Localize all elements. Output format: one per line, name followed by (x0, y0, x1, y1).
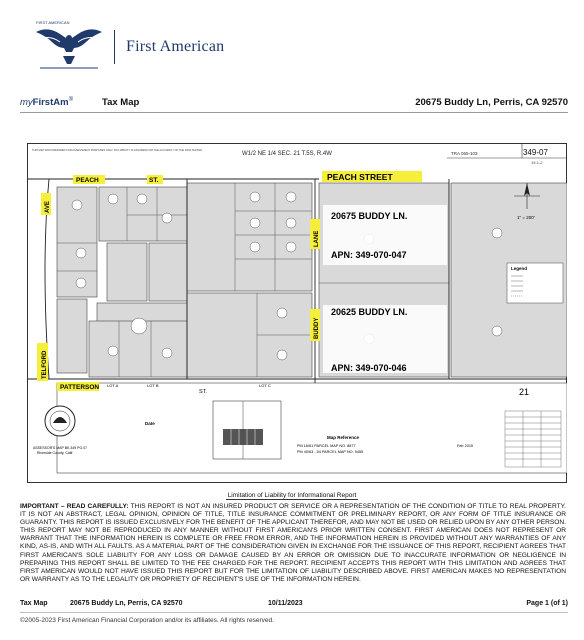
county-name: Riverside County, Calif. (37, 451, 74, 455)
header-divider (20, 112, 568, 113)
eagle-icon (30, 18, 108, 74)
limitation-title (0, 492, 584, 499)
map-reference-1: PM 16/61 PARCEL MAP NO. 8877 (297, 444, 356, 448)
street-buddy: BUDDY (314, 317, 320, 339)
limitation-title-text: Limitation of Liability for Informational Report (227, 492, 357, 499)
map-scale: 1" = 200' (517, 215, 535, 220)
lot-a-label: LOT A (107, 383, 119, 388)
street-ave: AVE (45, 201, 51, 213)
footer-label: Tax Map (20, 600, 48, 607)
street-telford: TELFORD (42, 350, 48, 379)
property-1-apn: APN: 349-070-047 (331, 250, 407, 260)
map-small-note: THIS MAP WAS PREPARED FOR ASSESSMENT PURPOSES ONLY. NO LIABILITY IS ASSUMED FOR THE ACCURACY OF THE DATA SHOWN. (32, 149, 203, 152)
property-1-address: 20675 BUDDY LN. (331, 211, 408, 221)
disclaimer-lead: IMPORTANT – READ CAREFULLY: (20, 503, 129, 510)
myfirstam-name: FirstAm (32, 97, 69, 109)
footer-address: 20675 Buddy Ln, Perris, CA 92570 (70, 600, 183, 607)
report-address: 20675 Buddy Ln, Perris, CA 92570 (415, 97, 568, 108)
myfirstam-brand (20, 97, 73, 108)
map-date-feb: Feb 2015 (457, 444, 474, 448)
map-page-no: 349-07 (523, 148, 548, 157)
street-peach-main: PEACH STREET (327, 172, 393, 182)
map-section-caption: W1/2 NE 1/4 SEC. 21 T.5S, R.4W (242, 151, 332, 157)
county-seal-icon (45, 406, 75, 436)
footer-page: Page 1 (of 1) (526, 600, 568, 607)
map-tra: TRA 065-103 (451, 151, 478, 156)
map-reference-title: Map Reference (327, 435, 360, 440)
street-lane: LANE (314, 230, 320, 247)
tax-map-image (27, 143, 567, 483)
myfirstam-mark: ® (68, 97, 73, 103)
footer-date: 10/11/2023 (268, 600, 303, 607)
lot-b-label: LOT B (147, 383, 159, 388)
map-reference-2: PM 40/63 - 54 PARCEL MAP NO. 9455 (297, 450, 364, 454)
logo-divider (114, 30, 115, 64)
report-title: Tax Map (102, 97, 140, 108)
date-label: Date (145, 421, 155, 426)
disclaimer-body: THIS REPORT IS NOT AN INSURED PRODUCT OR SERVICE OR A REPRESENTATION OF THE CONDITION OF TITLE TO REAL PROPERTY. IT IS NOT AN ABSTRACT, LEGAL OPINION, OPINION OF TITLE, TITLE INSURANCE COMMITMENT OR PRELIMINARY REPORT, OR ANY FORM OF TITLE INSURANCE OR GUARANTY. THIS REPORT IS ISSUED EXCLUSIVELY FOR THE BENEFIT OF THE APPLICANT THEREFOR, AND MAY NOT BE USED OR RELIED UPON BY ANY OTHER PERSON. THIS REPORT MAY NOT BE REPRODUCED IN ANY MANNER WITHOUT FIRST AMERICAN'S PRIOR WRITTEN CONSENT. FIRST AMERICAN DOES NOT REPRESENT OR WARRANT THAT THE INFORMATION HEREIN IS COMPLETE OR FREE FROM ERROR, AND THE INFORMATION HEREIN IS PROVIDED WITHOUT ANY WARRANTIES OF ANY KIND, AS-IS, AND WITH ALL FAULTS. AS A MATERIAL PART OF THE CONSIDERATION GIVEN IN EXCHANGE FOR THE ISSUANCE OF THIS REPORT, RECIPIENT AGREES THAT FIRST AMERICAN'S SOLE LIABILITY FOR ANY LOSS OR DAMAGE CAUSED BY AN ERROR OR OMISSION DUE TO INACCURATE INFORMATION OR NEGLIGENCE IN PREPARING THIS REPORT SHALL BE LIMITED TO THE FEE CHARGED FOR THE REPORT. RECIPIENT ACCEPTS THIS REPORT WITH THIS LIMITATION AND AGREES THAT FIRST AMERICAN WOULD NOT HAVE ISSUED THIS REPORT BUT FOR THE LIMITATION OF LIABILITY DESCRIBED ABOVE. FIRST AMERICAN MAKES NO REPRESENTATION OR WARRANTY AS TO THE LEGALITY OR PROPRIETY OF RECIPIENT'S USE OF THE INFORMATION HEREIN. (20, 503, 566, 583)
copyright: ©2005-2023 First American Financial Corporation and/or its affiliates. All rights reserved. (20, 617, 274, 624)
street-peach-top: PEACH (76, 177, 99, 184)
section-number: 21 (519, 387, 530, 397)
inset-map (213, 401, 281, 459)
property-2-address: 20625 BUDDY LN. (331, 307, 408, 317)
assessor-note: ASSESSOR'S MAP BK.349 PG.07 (33, 446, 88, 450)
footer-divider (20, 612, 568, 613)
myfirstam-prefix: my (20, 97, 33, 109)
lot-c-label: LOT C (259, 383, 271, 388)
logo-text: First American (126, 38, 225, 55)
street-st-bottom: ST. (199, 389, 207, 395)
disclaimer-text (20, 503, 566, 584)
logo-small-text: FIRST AMERICAN (36, 20, 70, 25)
street-st-top: ST. (149, 177, 159, 184)
legend-title: Legend (511, 266, 528, 271)
street-patterson: PATTERSON (60, 384, 100, 391)
first-american-logo (30, 18, 270, 74)
map-sub-no: 19-1-2 (531, 160, 543, 165)
property-2-apn: APN: 349-070-046 (331, 363, 407, 373)
